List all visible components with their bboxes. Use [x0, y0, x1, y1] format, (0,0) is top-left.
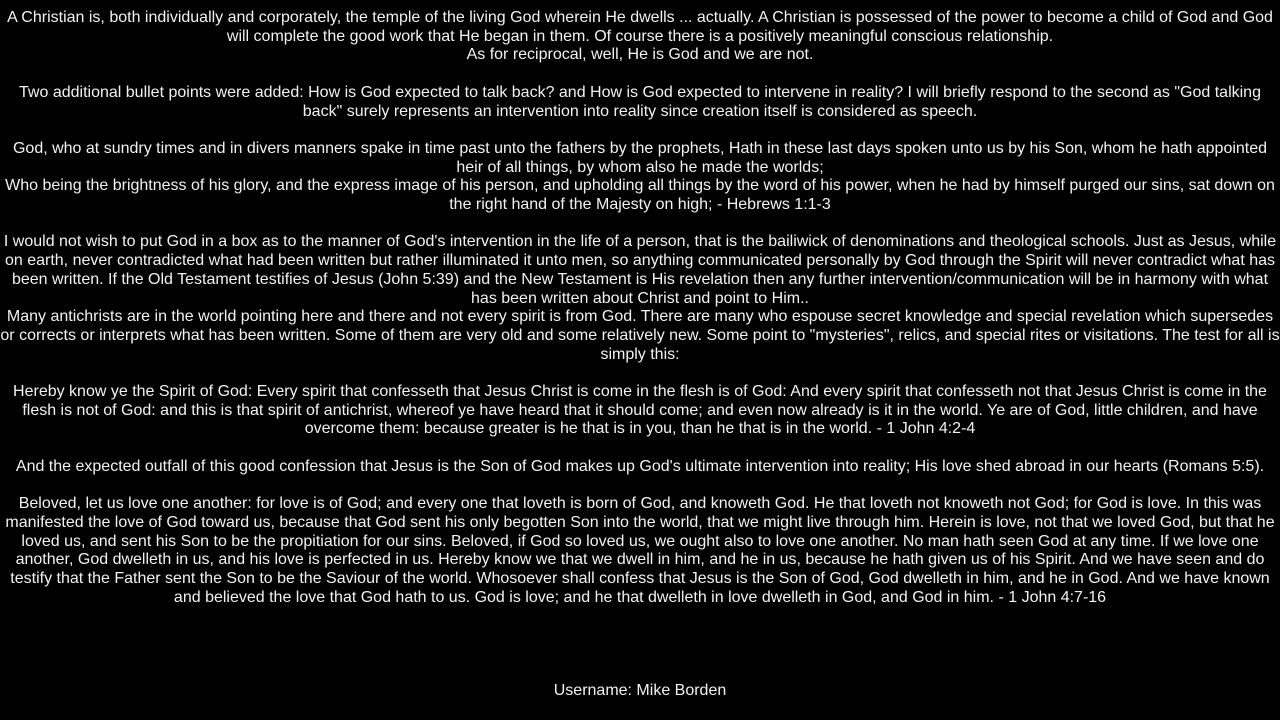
- paragraph-temple: [0, 9, 1280, 65]
- paragraph-intervention: [0, 233, 1280, 364]
- quote-hebrews: [0, 140, 1280, 215]
- quote-hebrews-line-2: Who being the brightness of his glory, and the express image of his person, and upholding all things by the word of his power, when he had by himself purged our sins, sat down on the right hand of the Majesty on high; - Hebrews 1:1-3: [5, 177, 1275, 213]
- quote-hebrews-line-1: God, who at sundry times and in divers manners spake in time past unto the fathers by the prophets, Hath in these last days spoken unto us by his Son, whom he hath appointed heir of all things, by whom also he made the worlds;: [12, 139, 1268, 176]
- post-body: [0, 9, 1280, 626]
- username-label: Username: Mike Borden: [553, 682, 727, 699]
- quote-1-john-4-7-16: Beloved, let us love one another: for love is of God; and every one that loveth is born of God, and knoweth God. He that loveth not knoweth not God; for God is love. In this was manifested the love of God toward us, because that God sent his only begotten Son into the world, that we might live through him. Herein is love, not that we loved God, but that he loved us, and sent his Son to be the propitiation for our sins. Beloved, if God so loved us, we ought also to love one another. No man hath seen God at any time. If we love one another, God dwelleth in us, and his love is perfected in us. Hereby know we that we dwell in him, and he in us, because he hath given us of his Spirit. And we have seen and do testify that the Father sent the Son to be the Saviour of the world. Whosoever shall confess that Jesus is the Son of God, God dwelleth in him, and he in God. And we have known and believed the love that God hath to us. God is love; and he that dwelleth in love dwelleth in God, and God in him. - 1 John 4:7-16: [5, 495, 1275, 606]
- paragraph-intervention-line-2: Many antichrists are in the world pointing here and there and not every spirit is from God. There are many who espouse secret knowledge and special revelation which supersedes or corrects or interprets what has been written. Some of them are very old and some relatively new. Some point to "mysteries", relics, and special rites or visitations. The test for all is simply this:: [0, 308, 1280, 363]
- paragraph-temple-line-1: A Christian is, both individually and corporately, the temple of the living God wherein He dwells ... actually. A Christian is possessed of the power to become a child of God and God will complete the good work that He began in them. Of course there is a positively meaningful conscious relationship.: [7, 9, 1273, 45]
- paragraph-confession: And the expected outfall of this good confession that Jesus is the Son of God makes up God's ultimate intervention into reality; His love shed abroad in our hearts (Romans 5:5).: [15, 457, 1265, 475]
- quote-1-john-4-2-4: Hereby know ye the Spirit of God: Every spirit that confesseth that Jesus Christ is come in the flesh is of God: And every spirit that confesseth not that Jesus Christ is come in the flesh is not of God: and this is that spirit of antichrist, whereof ye have heard that it should come; and even now already is it in the world. Ye are of God, little children, and have overcome them: because greater is he that is in you, than he that is in the world. - 1 John 4:2-4: [13, 383, 1267, 438]
- paragraph-temple-line-2: As for reciprocal, well, He is God and we are not.: [466, 46, 814, 64]
- paragraph-bullet-points: Two additional bullet points were added: How is God expected to talk back? and How is God expected to intervene in reality? I will briefly respond to the second as "God talking back" surely represents an intervention into reality since creation itself is considered as speech.: [19, 83, 1261, 120]
- paragraph-intervention-line-1: I would not wish to put God in a box as to the manner of God's intervention in the life of a person, that is the bailiwick of denominations and theological schools. Just as Jesus, while on earth, never contradicted what had been written but rather illuminated it unto men, so anything communicated personally by God through the Spirit will never contradict what has been written. If the Old Testament testifies of Jesus (John 5:39) and the New Testament is His revelation then any further intervention/communication will be in harmony with what has been written about Christ and point to Him..: [3, 233, 1277, 307]
